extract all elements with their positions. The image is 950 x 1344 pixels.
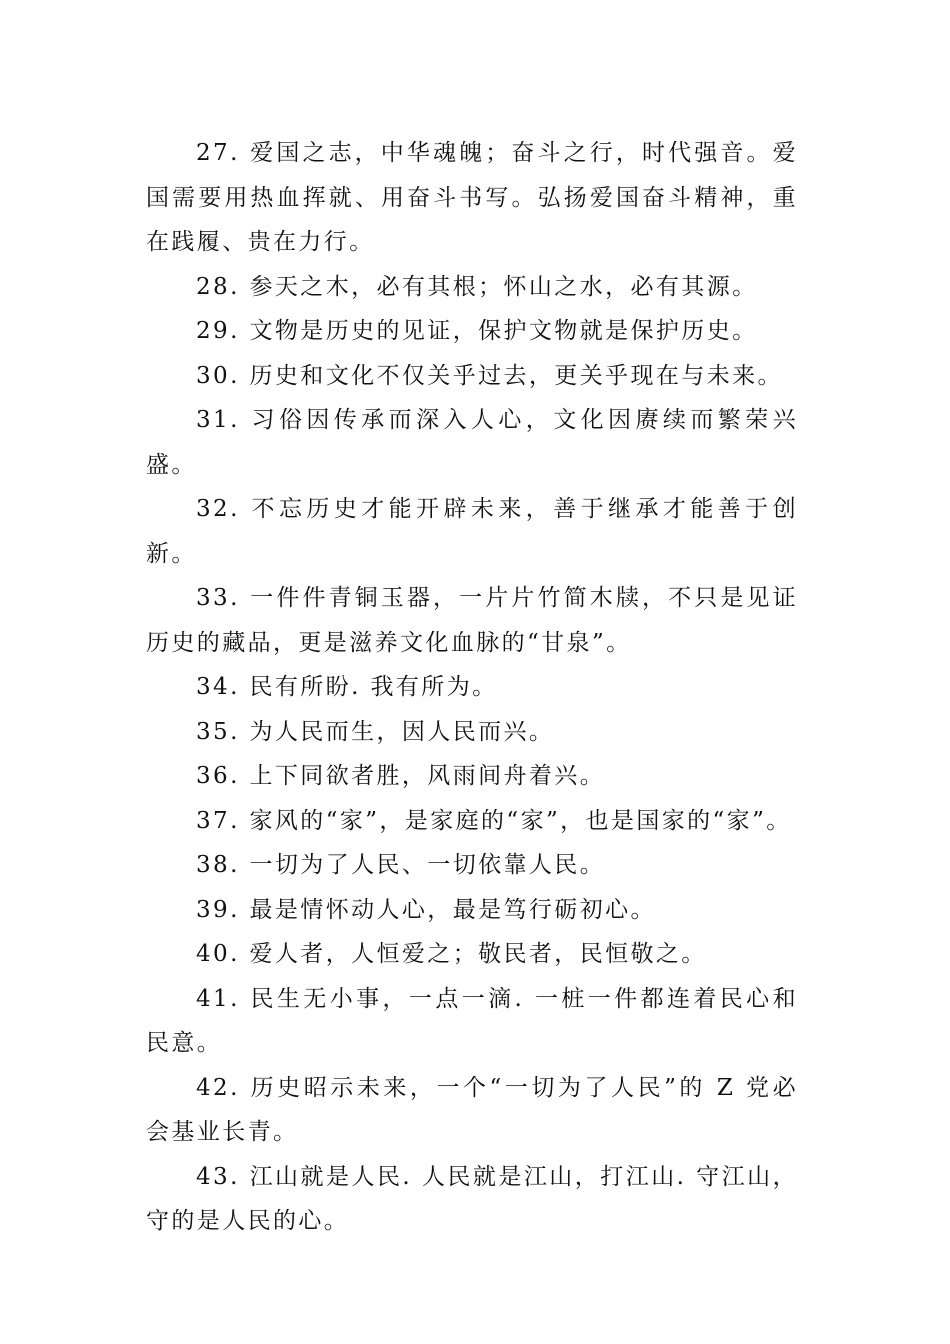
paragraph-34: 34. 民有所盼. 我有所为。 [196, 674, 498, 700]
paragraph-28: 28. 参天之木，必有其根；怀山之水，必有其源。 [196, 273, 758, 300]
paragraph-43: 43. 江山就是人民. 人民就是江山，打江山. 守江山，守的是人民的心。 [146, 1163, 798, 1234]
paragraph-29: 29. 文物是历史的见证，保护文物就是保护历史。 [196, 318, 758, 344]
paragraph-39: 39. 最是情怀动人心，最是笃行砺初心。 [196, 896, 656, 923]
paragraph-31: 31. 习俗因传承而深入人心，文化因赓续而繁荣兴盛。 [146, 407, 798, 478]
paragraph-38: 38. 一切为了人民、一切依靠人民。 [196, 852, 606, 878]
paragraph-37: 37. 家风的“家”，是家庭的“家”，也是国家的“家”。 [196, 807, 792, 834]
paragraph-41: 41. 民生无小事，一点一滴. 一桩一件都连着民心和民意。 [146, 985, 798, 1056]
paragraph-35: 35. 为人民而生，因人民而兴。 [196, 718, 555, 745]
paragraph-33: 33. 一件件青铜玉器，一片片竹简木牍，不只是见证历史的藏品，更是滋养文化血脉的“甘泉”。 [146, 585, 798, 656]
document-body [146, 131, 798, 1244]
paragraph-40: 40. 爱人者，人恒爱之；敬民者，民恒敬之。 [196, 941, 707, 967]
paragraph-30: 30. 历史和文化不仅关乎过去，更关乎现在与未来。 [196, 362, 783, 389]
paragraph-36: 36. 上下同欲者胜，风雨间舟着兴。 [196, 763, 606, 789]
paragraph-32: 32. 不忘历史才能开辟未来，善于继承才能善于创新。 [146, 496, 798, 567]
paragraph-27: 27. 爱国之志，中华魂魄；奋斗之行，时代强音。爱国需要用热血挥就、用奋斗书写。弘扬爱国奋斗精神，重在践履、贵在力行。 [146, 140, 798, 255]
paragraph-42: 42. 历史昭示未来，一个“一切为了人民”的 Z 党必会基业长青。 [146, 1074, 798, 1145]
